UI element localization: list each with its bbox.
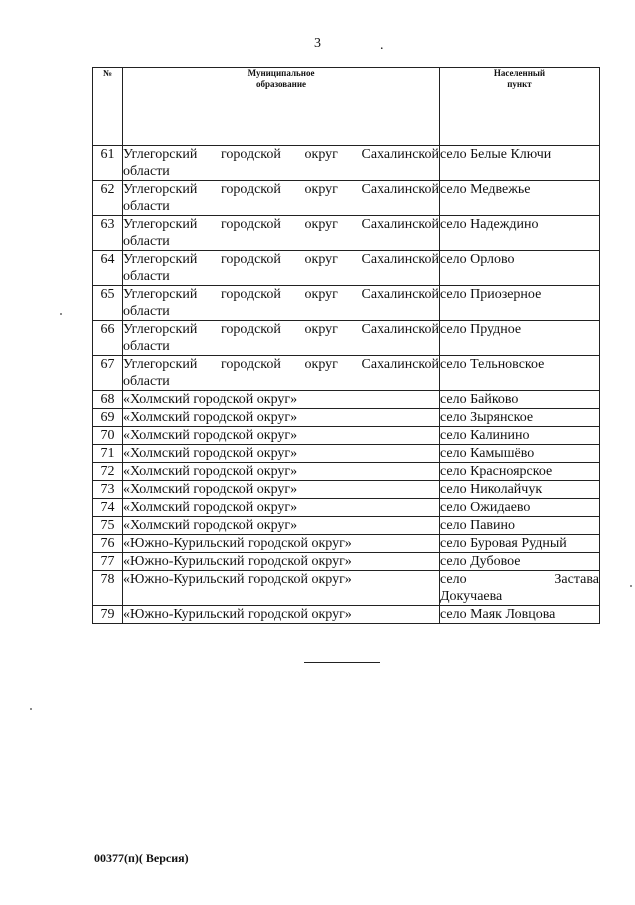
- header-settlement: Населенный пункт: [440, 68, 600, 146]
- municipality-cell: «Южно-Курильский городской округ»: [123, 571, 440, 606]
- municipality-cell: «Холмский городской округ»: [123, 463, 440, 481]
- table-row: [93, 606, 600, 624]
- municipality-word: городской: [220, 182, 281, 197]
- table-header-row: [93, 68, 600, 146]
- municipality-word: Сахалинской: [361, 217, 439, 232]
- row-number: 79: [93, 606, 123, 624]
- row-number: 62: [93, 181, 123, 216]
- scan-speck: [30, 708, 32, 710]
- settlement-cell: село Байково: [440, 391, 600, 409]
- table-row: [93, 463, 600, 481]
- municipality-cell: «Холмский городской округ»: [123, 427, 440, 445]
- municipality-word: Сахалинской: [361, 182, 439, 197]
- settlement-cell: село Медвежье: [440, 181, 600, 216]
- municipality-word: городской: [220, 322, 281, 337]
- settlement-cell: село Зырянское: [440, 409, 600, 427]
- row-number: 65: [93, 286, 123, 321]
- settlement-cell: село Надеждино: [440, 216, 600, 251]
- municipality-word: округ: [304, 252, 338, 267]
- row-number: 78: [93, 571, 123, 606]
- municipality-word: Сахалинской: [361, 357, 439, 372]
- settlement-cell: село Калинино: [440, 427, 600, 445]
- row-number: 67: [93, 356, 123, 391]
- table-row: [93, 553, 600, 571]
- table-row: [93, 356, 600, 391]
- settlement-cell: село Ожидаево: [440, 499, 600, 517]
- table-row: [93, 321, 600, 356]
- table-row: [93, 445, 600, 463]
- settlement-cell: село Дубовое: [440, 553, 600, 571]
- municipality-line-2: области: [123, 164, 170, 179]
- municipality-word: округ: [304, 322, 338, 337]
- table-row: [93, 146, 600, 181]
- settlement-word: Застава: [554, 572, 599, 587]
- municipality-cell: «Холмский городской округ»: [123, 481, 440, 499]
- table-row: [93, 251, 600, 286]
- page-dot: .: [380, 38, 384, 53]
- row-number: 61: [93, 146, 123, 181]
- municipality-word: городской: [220, 357, 281, 372]
- row-number: 76: [93, 535, 123, 553]
- municipality-word: Углегорский: [123, 147, 198, 162]
- row-number: 68: [93, 391, 123, 409]
- municipality-word: Углегорский: [123, 357, 198, 372]
- settlement-cell: село Приозерное: [440, 286, 600, 321]
- row-number: 71: [93, 445, 123, 463]
- row-number: 69: [93, 409, 123, 427]
- row-number: 75: [93, 517, 123, 535]
- municipality-word: округ: [304, 217, 338, 232]
- municipality-cell: «Холмский городской округ»: [123, 445, 440, 463]
- settlement-cell: село Маяк Ловцова: [440, 606, 600, 624]
- settlement-cell: село Орлово: [440, 251, 600, 286]
- municipality-cell: [123, 356, 440, 391]
- municipality-cell: «Холмский городской округ»: [123, 499, 440, 517]
- municipality-word: Углегорский: [123, 217, 198, 232]
- table-row: [93, 427, 600, 445]
- table-row: [93, 181, 600, 216]
- row-number: 70: [93, 427, 123, 445]
- municipality-line-2: области: [123, 339, 170, 354]
- table-row: [93, 571, 600, 606]
- municipality-cell: «Южно-Курильский городской округ»: [123, 606, 440, 624]
- row-number: 63: [93, 216, 123, 251]
- municipality-word: округ: [304, 357, 338, 372]
- table-row: [93, 286, 600, 321]
- municipality-cell: [123, 216, 440, 251]
- settlement-cell: село Тельновское: [440, 356, 600, 391]
- municipality-cell: [123, 181, 440, 216]
- municipality-word: Сахалинской: [361, 287, 439, 302]
- municipality-word: Углегорский: [123, 322, 198, 337]
- municipality-word: Углегорский: [123, 252, 198, 267]
- municipality-cell: [123, 251, 440, 286]
- table-row: [93, 391, 600, 409]
- municipality-cell: «Холмский городской округ»: [123, 517, 440, 535]
- header-number: №: [93, 68, 123, 146]
- municipality-line-2: области: [123, 374, 170, 389]
- municipality-line-2: области: [123, 304, 170, 319]
- document-code: 00377(п)( Версия): [94, 851, 189, 865]
- municipality-word: Углегорский: [123, 182, 198, 197]
- municipality-word: городской: [220, 252, 281, 267]
- municipality-word: Сахалинской: [361, 147, 439, 162]
- municipality-word: городской: [220, 217, 281, 232]
- municipality-cell: «Холмский городской округ»: [123, 409, 440, 427]
- table-row: [93, 216, 600, 251]
- municipality-word: Сахалинской: [361, 322, 439, 337]
- table-row: [93, 409, 600, 427]
- settlement-cell: село Павино: [440, 517, 600, 535]
- scan-speck: [630, 585, 632, 587]
- municipality-line-2: области: [123, 269, 170, 284]
- municipality-word: округ: [304, 147, 338, 162]
- municipality-line-2: области: [123, 199, 170, 214]
- municipality-word: городской: [220, 287, 281, 302]
- municipality-word: Углегорский: [123, 287, 198, 302]
- municipality-word: округ: [304, 182, 338, 197]
- settlement-line-2: Докучаева: [440, 589, 503, 604]
- settlement-cell: село Николайчук: [440, 481, 600, 499]
- municipality-word: городской: [220, 147, 281, 162]
- municipality-cell: «Южно-Курильский городской округ»: [123, 553, 440, 571]
- municipality-line-2: области: [123, 234, 170, 249]
- header-municipality: Муниципальное образование: [123, 68, 440, 146]
- municipality-cell: [123, 286, 440, 321]
- settlement-cell: село Прудное: [440, 321, 600, 356]
- settlements-table: [92, 67, 600, 624]
- municipality-cell: «Южно-Курильский городской округ»: [123, 535, 440, 553]
- settlement-word: село: [440, 572, 467, 587]
- municipality-cell: [123, 146, 440, 181]
- row-number: 72: [93, 463, 123, 481]
- table-row: [93, 535, 600, 553]
- row-number: 73: [93, 481, 123, 499]
- table-row: [93, 481, 600, 499]
- municipality-cell: «Холмский городской округ»: [123, 391, 440, 409]
- table-row: [93, 499, 600, 517]
- separator-line: [304, 662, 380, 663]
- row-number: 64: [93, 251, 123, 286]
- settlement-cell: [440, 571, 600, 606]
- municipality-word: Сахалинской: [361, 252, 439, 267]
- municipality-cell: [123, 321, 440, 356]
- scan-speck: [60, 313, 62, 315]
- settlement-cell: село Красноярское: [440, 463, 600, 481]
- row-number: 77: [93, 553, 123, 571]
- table-row: [93, 517, 600, 535]
- row-number: 74: [93, 499, 123, 517]
- page-number: 3: [314, 36, 321, 51]
- settlement-cell: село Камышёво: [440, 445, 600, 463]
- row-number: 66: [93, 321, 123, 356]
- settlement-cell: село Белые Ключи: [440, 146, 600, 181]
- settlement-cell: село Буровая Рудный: [440, 535, 600, 553]
- municipality-word: округ: [304, 287, 338, 302]
